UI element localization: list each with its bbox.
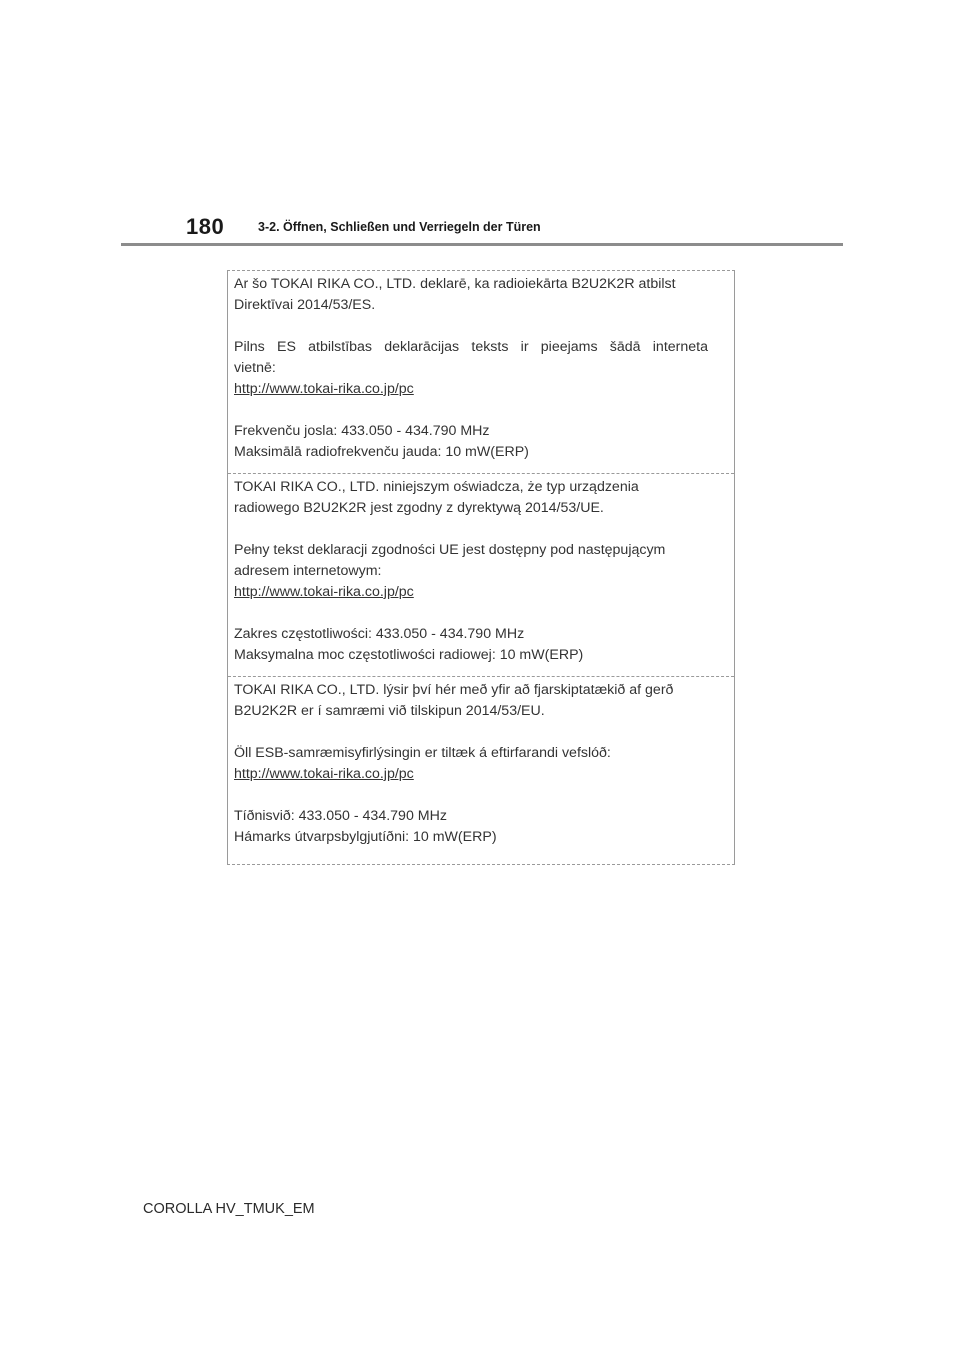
availability-statement [234,337,708,400]
availability-statement [234,743,708,785]
text-line: radiowego B2U2K2R jest zgodny z dyrektywą 2014/53/UE. [234,500,604,516]
text-line: TOKAI RIKA CO., LTD. niniejszym oświadcza, że typ urządzenia [234,479,639,495]
frequency-band: Zakres częstotliwości: 433.050 - 434.790 MHz [234,626,525,642]
max-power: Maksymalna moc częstotliwości radiowej: 10 mW(ERP) [234,647,584,663]
text-line: vietnē: [234,360,276,376]
frequency-info [234,624,708,666]
text-line: Pełny tekst deklaracji zgodności UE jest dostępny pod następującym [234,542,666,558]
max-power: Hámarks útvarpsbylgjutíðni: 10 mW(ERP) [234,829,497,845]
text-line: TOKAI RIKA CO., LTD. lýsir því hér með yfir að fjarskiptatækið af gerð [234,682,674,698]
text-line: Pilns ES atbilstības deklarācijas teksts ir pieejams šādā interneta [234,339,708,355]
page-number: 180 [186,214,225,239]
declaration-section-latvian [228,271,734,473]
declaration-link[interactable]: http://www.tokai-rika.co.jp/pc [234,766,414,782]
declaration-link[interactable]: http://www.tokai-rika.co.jp/pc [234,584,414,600]
frequency-band: Frekvenču josla: 433.050 - 434.790 MHz [234,423,490,439]
frequency-info [234,806,708,848]
section-title: 3-2. Öffnen, Schließen und Verriegeln der Türen [258,220,541,234]
text-line: adresem internetowym: [234,563,382,579]
declaration-notice-box [227,270,735,865]
header-divider [121,243,843,246]
declaration-section-polish [228,473,734,676]
declaration-link[interactable]: http://www.tokai-rika.co.jp/pc [234,381,414,397]
declaration-statement [234,680,708,722]
text-line: Öll ESB-samræmisyfirlýsingin er tiltæk á eftirfarandi vefslóð: [234,745,611,761]
footer-model-code: COROLLA HV_TMUK_EM [143,1201,315,1217]
declaration-section-icelandic [228,676,734,864]
text-line: Ar šo TOKAI RIKA CO., LTD. deklarē, ka radioiekārta B2U2K2R atbilst [234,276,676,292]
text-line: B2U2K2R er í samræmi við tilskipun 2014/53/EU. [234,703,545,719]
text-line: Direktīvai 2014/53/ES. [234,297,376,313]
max-power: Maksimālā radiofrekvenču jauda: 10 mW(ERP) [234,444,529,460]
declaration-statement [234,477,708,519]
frequency-info [234,421,708,463]
frequency-band: Tíðnisvið: 433.050 - 434.790 MHz [234,808,447,824]
availability-statement [234,540,708,603]
declaration-statement [234,274,708,316]
